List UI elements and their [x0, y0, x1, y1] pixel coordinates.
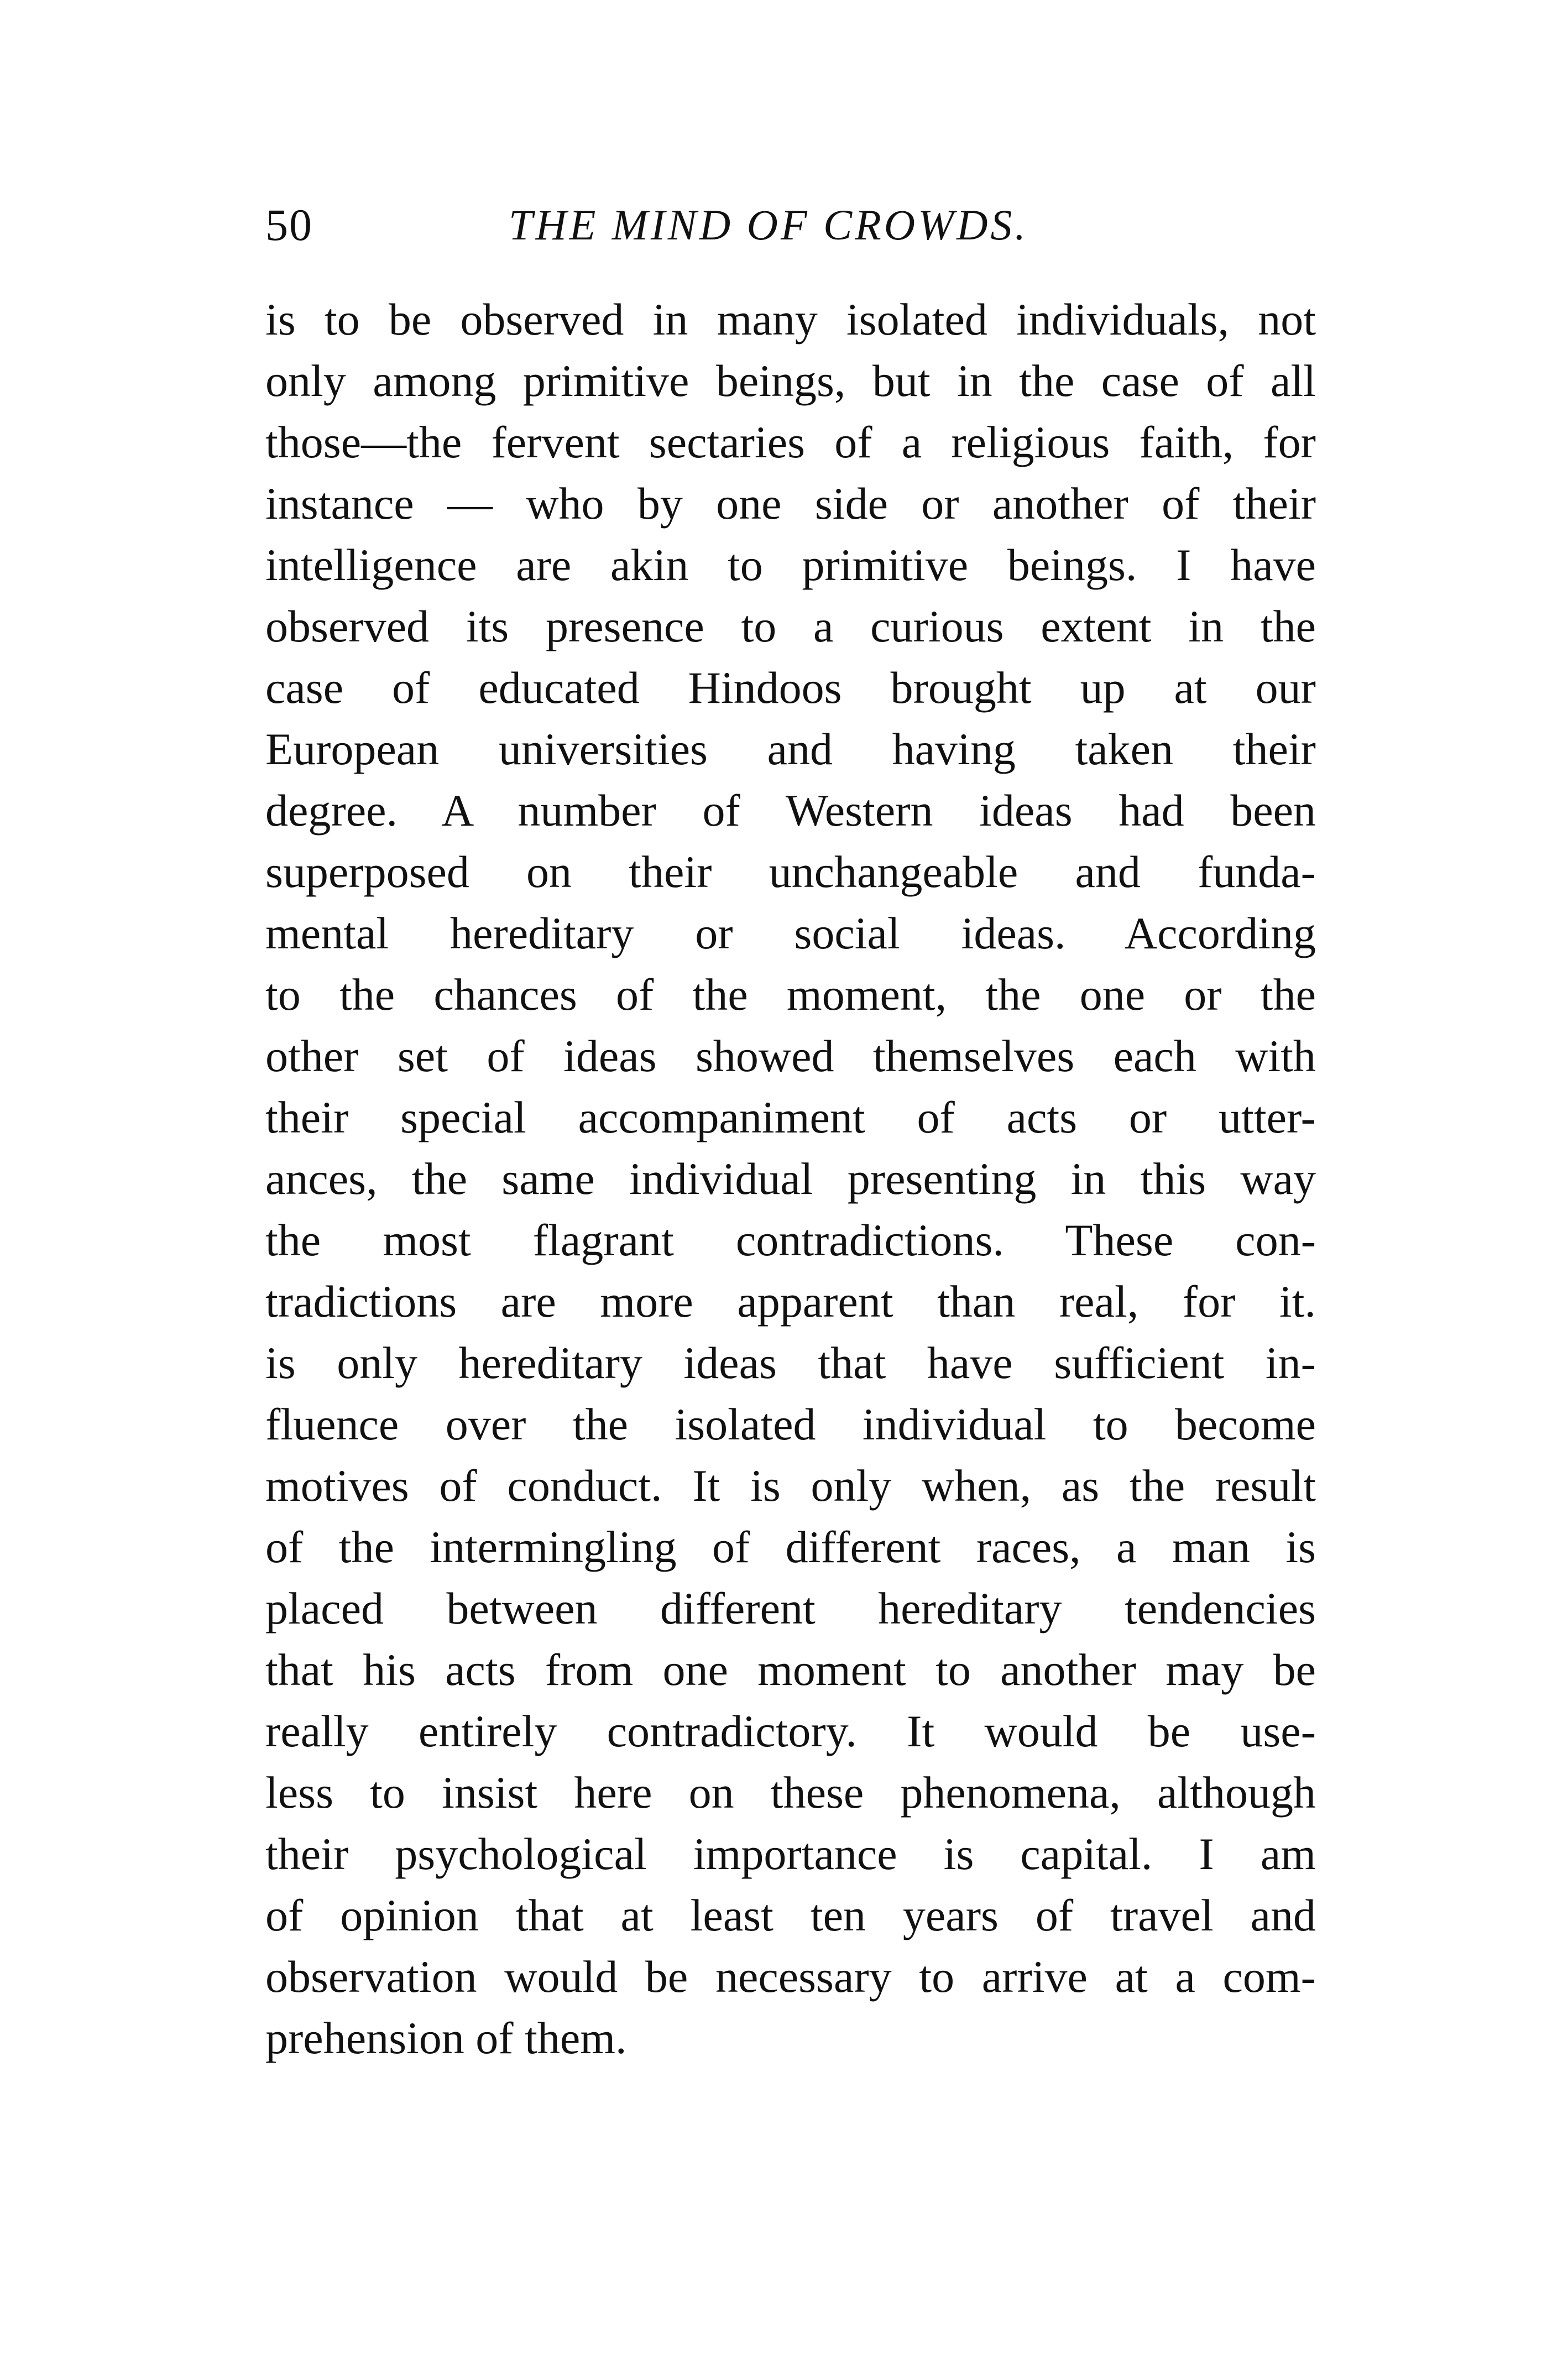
text-line: is only hereditary ideas that have sufficient in-: [265, 1338, 1316, 1388]
text-line: really entirely contradictory. It would be use-: [265, 1706, 1316, 1756]
text-line: is to be observed in many isolated individuals, not: [265, 294, 1316, 345]
text-line: that his acts from one moment to another may be: [265, 1645, 1316, 1695]
text-line: ances, the same individual presenting in this way: [265, 1154, 1316, 1204]
text-line: case of educated Hindoos brought up at our: [265, 662, 1316, 713]
text-line: intelligence are akin to primitive beings. I have: [265, 540, 1316, 590]
text-line: observation would be necessary to arrive at a com-: [265, 1951, 1316, 2002]
page-number: 50: [265, 200, 313, 250]
text-line: prehension of them.: [265, 2013, 627, 2063]
text-line: instance — who by one side or another of their: [265, 478, 1316, 529]
text-line: superposed on their unchangeable and funda-: [265, 847, 1316, 897]
text-line: fluence over the isolated individual to become: [265, 1399, 1316, 1449]
text-line: tradictions are more apparent than real, for it.: [265, 1276, 1316, 1327]
text-line: European universities and having taken their: [265, 724, 1316, 774]
text-line: degree. A number of Western ideas had been: [265, 785, 1316, 836]
text-line: placed between different hereditary tendencies: [265, 1583, 1316, 1633]
text-line: mental hereditary or social ideas. According: [265, 908, 1316, 958]
running-header: [265, 195, 1327, 255]
text-line: other set of ideas showed themselves each with: [265, 1031, 1316, 1081]
text-line: to the chances of the moment, the one or the: [265, 969, 1316, 1020]
text-line: the most flagrant contradictions. These con-: [265, 1215, 1316, 1265]
text-line: their psychological importance is capital. I am: [265, 1829, 1316, 1879]
text-line: of opinion that at least ten years of travel and: [265, 1890, 1316, 1940]
running-title: THE MIND OF CROWDS.: [509, 201, 1028, 249]
text-line: observed its presence to a curious extent in the: [265, 601, 1316, 651]
text-line: motives of conduct. It is only when, as the result: [265, 1460, 1316, 1511]
text-line: those—the fervent sectaries of a religious faith, for: [265, 417, 1316, 467]
text-line: their special accompaniment of acts or utter-: [265, 1092, 1316, 1142]
text-line: only among primitive beings, but in the case of all: [265, 356, 1316, 406]
text-line: less to insist here on these phenomena, although: [265, 1767, 1316, 1818]
body-paragraph: [265, 289, 1316, 2069]
text-line: of the intermingling of different races, a man is: [265, 1522, 1316, 1572]
